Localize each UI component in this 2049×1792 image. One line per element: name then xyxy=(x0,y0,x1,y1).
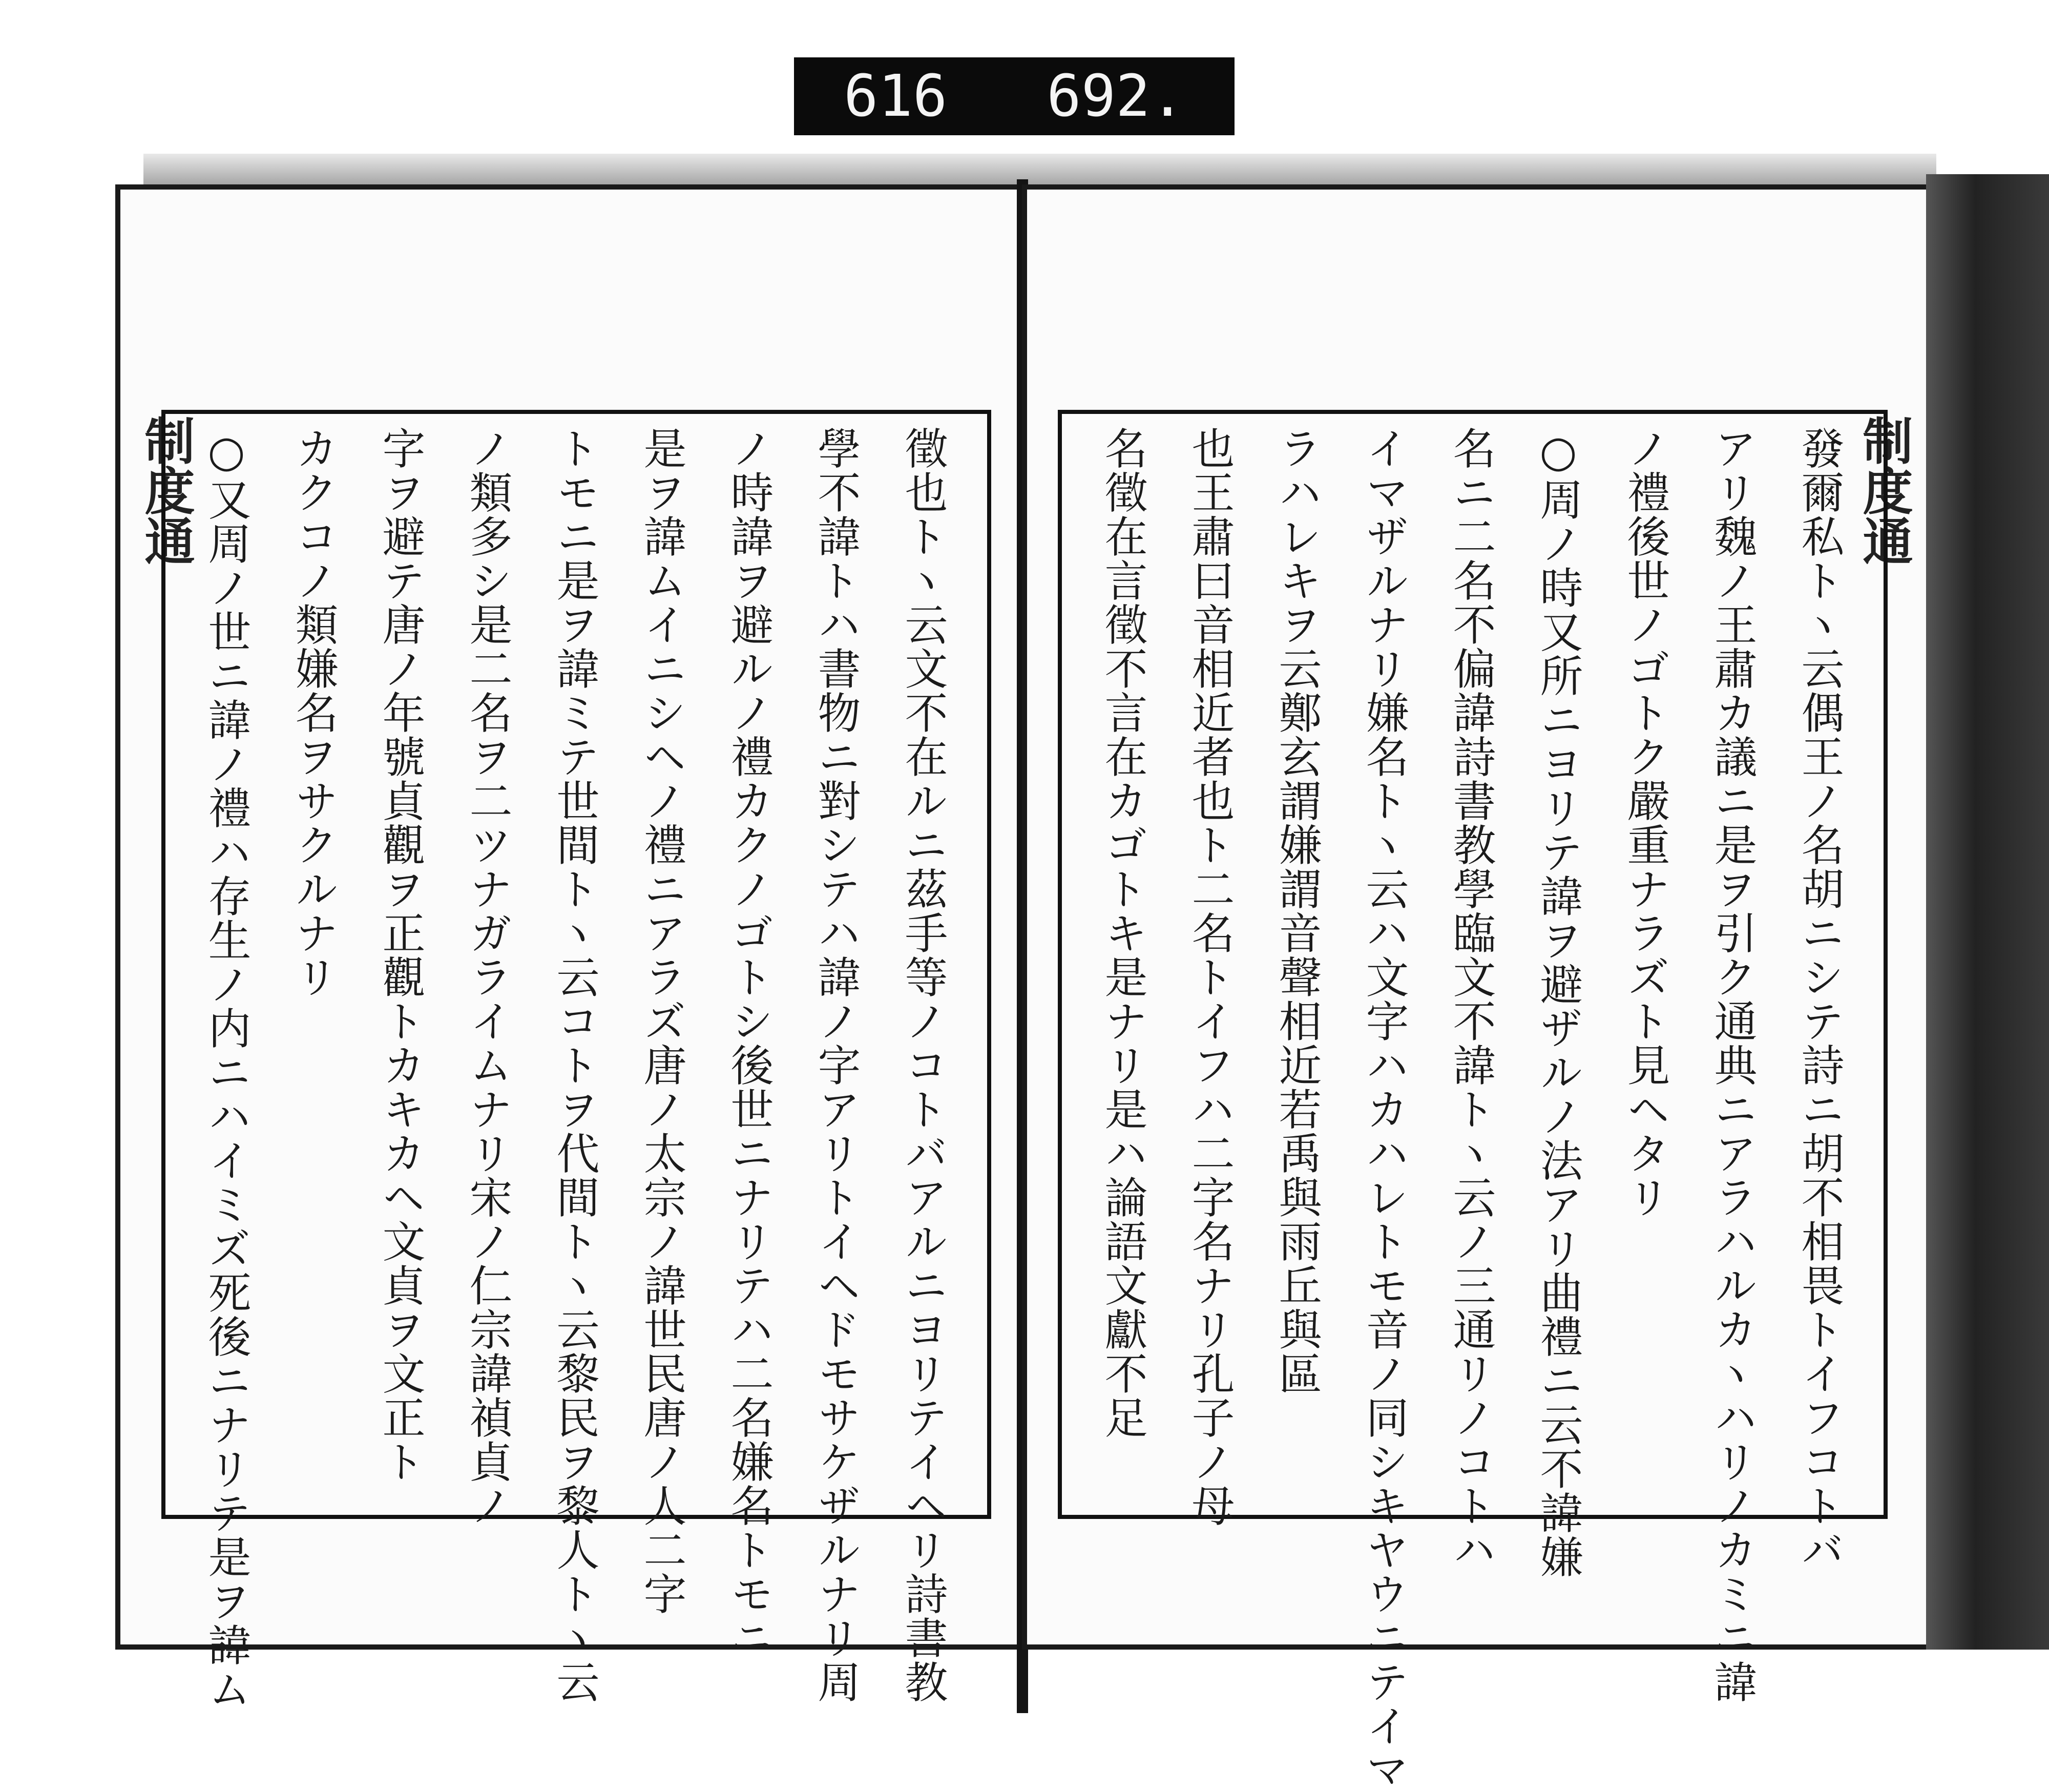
text-column: 學不諱トハ書物ニ對シテハ諱ノ字アリトイヘドモサケザルナリ周 xyxy=(811,426,861,1704)
right-text-frame xyxy=(1058,410,1888,1792)
right-page xyxy=(1022,184,1931,1792)
text-column: 是ヲ諱ムイニシヘノ禮ニアラズ唐ノ太宗ノ諱世民唐ノ人二字 xyxy=(637,426,687,1616)
text-column: トモニ是ヲ諱ミテ世間トヽ云コトヲ代間トヽ云黎民ヲ黎人トヽ云 xyxy=(550,426,600,1704)
text-column: ノ禮後世ノゴトク嚴重ナラズト見ヘタリ xyxy=(1620,426,1670,1219)
right-accession-number: 692. xyxy=(1047,63,1185,130)
text-column: 字ヲ避テ唐ノ年號貞觀ヲ正觀トカキカヘ文貞ヲ文正ト xyxy=(375,426,426,1484)
text-column: 名ニ二名不偏諱詩書教學臨文不諱トヽ云ノ三通リノコトハ xyxy=(1446,426,1496,1572)
text-column: イマザルナリ嫌名トヽ云ハ文字ハカハレトモ音ノ同シキヤウニテイマ xyxy=(1359,426,1409,1792)
text-column: カクコノ類嫌名ヲサクルナリ xyxy=(288,426,339,999)
left-text-frame xyxy=(161,410,991,1711)
text-column: 也王肅曰音相近者也ト二名トイフハ二字名ナリ孔子ノ母 xyxy=(1185,426,1235,1528)
text-column: アリ魏ノ王肅カ議ニ是ヲ引ク通典ニアラハルカヽハリノカミニ諱 xyxy=(1707,426,1758,1704)
text-column: 徵也トヽ云文不在ルニ茲手等ノコトバアルニヨリテイヘリ詩書教 xyxy=(898,426,948,1704)
left-margin-title: 制度通 xyxy=(136,415,195,566)
text-column: ○周ノ時又所ニヨリテ諱ヲ避ザルノ法アリ曲禮ニ云不諱嫌 xyxy=(1533,426,1583,1579)
text-column: ノ類多シ是二名ヲ二ツナガライムナリ宋ノ仁宗諱禎貞ノ xyxy=(463,426,513,1528)
right-text-columns xyxy=(1082,426,1863,1792)
book-edge-shadow xyxy=(1926,174,2049,1650)
left-text-columns xyxy=(186,426,967,1711)
text-column: ノ時諱ヲ避ルノ禮カクノゴトシ後世ニナリテハ二名嫌名トモニ xyxy=(724,426,774,1660)
right-margin-title: 制度通 xyxy=(1854,415,1913,566)
text-column: ○又周ノ世ニ諱ノ禮ハ存生ノ内ニハイミズ死後ニナリテ是ヲ諱ム xyxy=(201,426,252,1711)
text-column: 發爾私トヽ云偶王ノ名胡ニシテ詩ニ胡不相畏トイフコトバ xyxy=(1794,426,1845,1572)
text-column: ラハレキヲ云鄭玄謂嫌謂音聲相近若禹與雨丘與區 xyxy=(1272,426,1322,1395)
left-page xyxy=(115,184,1027,1711)
accession-number-label xyxy=(794,57,1235,135)
left-accession-number: 616 xyxy=(843,63,948,130)
text-column: 名徵在言徵不言在カゴトキ是ナリ是ハ論語文獻不足 xyxy=(1098,426,1148,1440)
